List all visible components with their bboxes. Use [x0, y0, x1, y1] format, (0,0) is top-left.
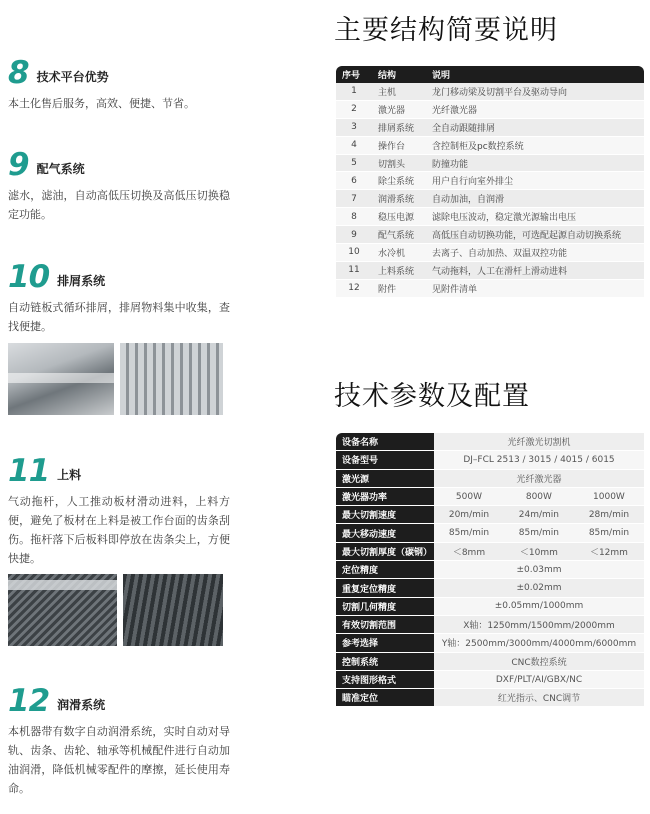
table-row [336, 190, 644, 208]
param-row [336, 597, 644, 615]
column-header: 结构 [372, 66, 426, 83]
param-value: X轴：1250mm/1500mm/2000mm [434, 615, 644, 633]
table-cell: 滤除电压波动，稳定激光源输出电压 [426, 208, 644, 226]
table-row [336, 172, 644, 190]
table-cell: 激光器 [372, 100, 426, 118]
param-value: 光纤激光器 [434, 469, 644, 487]
param-name: 激光器功率 [336, 487, 434, 505]
feature-8 [8, 54, 230, 113]
param-value: 红光指示、CNC调节 [434, 689, 644, 707]
table-row [336, 154, 644, 172]
table-cell: 8 [336, 208, 372, 226]
chip-conveyor-photo [8, 343, 114, 415]
param-name: 设备型号 [336, 451, 434, 469]
table-cell: 气动拖料，人工在滑杆上滑动进料 [426, 261, 644, 279]
param-value: 800W [504, 487, 574, 505]
table-row [336, 136, 644, 154]
param-row [336, 634, 644, 652]
param-value: 85m/min [504, 524, 574, 542]
table-cell: 配气系统 [372, 226, 426, 244]
params-section-title: 技术参数及配置 [334, 381, 530, 412]
table-cell: 防撞功能 [426, 154, 644, 172]
feature-description: 气动拖杆，人工推动板材滑动进料，上料方便，避免了板材在上料是被工作台面的齿条刮伤。拖杆落下后板料即停放在齿条尖上，方便快捷。 [8, 495, 230, 565]
param-row [336, 451, 644, 469]
loading-rack-photo [123, 574, 223, 646]
table-row [336, 244, 644, 262]
table-cell: 4 [336, 136, 372, 154]
param-value: CNC数控系统 [434, 652, 644, 670]
table-cell: 光纤激光器 [426, 100, 644, 118]
param-row [336, 670, 644, 688]
param-name: 设备名称 [336, 433, 434, 451]
table-row [336, 118, 644, 136]
structure-section-title: 主要结构简要说明 [334, 15, 558, 46]
param-name: 有效切割范围 [336, 615, 434, 633]
feature-title: 技术平台优势 [36, 70, 109, 84]
table-cell: 10 [336, 244, 372, 262]
param-name: 最大切割速度 [336, 506, 434, 524]
table-cell: 附件 [372, 279, 426, 297]
feature-10 [8, 258, 230, 336]
param-value: 24m/min [504, 506, 574, 524]
feature-number: 9 [8, 147, 29, 183]
table-cell: 自动加油，自润滑 [426, 190, 644, 208]
param-name: 最大切割厚度（碳钢） [336, 542, 434, 560]
feature-number: 8 [8, 55, 29, 91]
feature-12 [8, 682, 230, 798]
feature-description: 本土化售后服务，高效、便捷、节省。 [8, 97, 195, 110]
table-cell: 主机 [372, 83, 426, 100]
table-cell: 全自动跟随排屑 [426, 118, 644, 136]
param-row [336, 579, 644, 597]
feature-title: 配气系统 [36, 162, 85, 176]
param-value: 85m/min [574, 524, 644, 542]
param-row [336, 689, 644, 707]
table-cell: 排屑系统 [372, 118, 426, 136]
param-name: 切割几何精度 [336, 597, 434, 615]
param-value: ＜12mm [574, 542, 644, 560]
param-value: Y轴：2500mm/3000mm/4000mm/6000mm [434, 634, 644, 652]
table-cell: 5 [336, 154, 372, 172]
param-value: ±0.02mm [434, 579, 644, 597]
param-name: 控制系统 [336, 652, 434, 670]
table-row [336, 279, 644, 297]
param-name: 最大移动速度 [336, 524, 434, 542]
param-name: 重复定位精度 [336, 579, 434, 597]
param-name: 激光源 [336, 469, 434, 487]
param-name: 定位精度 [336, 561, 434, 579]
table-cell: 1 [336, 83, 372, 100]
table-cell: 操作台 [372, 136, 426, 154]
param-value: 85m/min [434, 524, 504, 542]
param-value: DJ–FCL 2513 / 3015 / 4015 / 6015 [434, 451, 644, 469]
param-row [336, 506, 644, 524]
param-value: ＜8mm [434, 542, 504, 560]
param-value: 光纤激光切割机 [434, 433, 644, 451]
param-row [336, 524, 644, 542]
table-cell: 水冷机 [372, 244, 426, 262]
table-row [336, 261, 644, 279]
table-cell: 去离子、自动加热、双温双控功能 [426, 244, 644, 262]
param-name: 参考选择 [336, 634, 434, 652]
table-cell: 除尘系统 [372, 172, 426, 190]
table-cell: 3 [336, 118, 372, 136]
table-header-row [336, 66, 644, 83]
param-value: ＜10mm [504, 542, 574, 560]
chip-conveyor-detail-photo [120, 343, 223, 415]
param-value: 1000W [574, 487, 644, 505]
param-row [336, 542, 644, 560]
table-cell: 9 [336, 226, 372, 244]
param-row [336, 561, 644, 579]
table-row [336, 100, 644, 118]
table-cell: 润滑系统 [372, 190, 426, 208]
table-cell: 上料系统 [372, 261, 426, 279]
param-value: ±0.03mm [434, 561, 644, 579]
table-cell: 2 [336, 100, 372, 118]
feature-description: 本机器带有数字自动润滑系统，实时自动对导轨、齿条、齿轮、轴承等机械配件进行自动加油润滑，降低机械零配件的摩擦，延长使用寿命。 [8, 725, 230, 795]
params-table [336, 433, 644, 707]
table-cell: 用户自行向室外排尘 [426, 172, 644, 190]
feature-number: 12 [8, 683, 50, 719]
feature-11 [8, 452, 230, 568]
table-cell: 含控制柜及pc数控系统 [426, 136, 644, 154]
param-value: 20m/min [434, 506, 504, 524]
feature-title: 润滑系统 [57, 698, 106, 712]
param-row [336, 652, 644, 670]
table-cell: 高低压自动切换功能，可选配起源自动切换系统 [426, 226, 644, 244]
param-row [336, 469, 644, 487]
table-row [336, 208, 644, 226]
feature-number: 11 [8, 453, 50, 489]
column-header: 说明 [426, 66, 644, 83]
loading-bed-photo [8, 574, 117, 646]
table-cell: 切割头 [372, 154, 426, 172]
param-row [336, 615, 644, 633]
param-name: 瞄准定位 [336, 689, 434, 707]
feature-title: 上料 [57, 468, 82, 482]
param-row [336, 487, 644, 505]
feature-9 [8, 146, 230, 224]
structure-table [336, 66, 644, 298]
table-cell: 6 [336, 172, 372, 190]
param-value: ±0.05mm/1000mm [434, 597, 644, 615]
table-cell: 稳压电源 [372, 208, 426, 226]
param-value: DXF/PLT/AI/GBX/NC [434, 670, 644, 688]
table-row [336, 226, 644, 244]
table-row [336, 83, 644, 100]
feature-description: 自动链板式循环排屑，排屑物料集中收集，查找便捷。 [8, 301, 230, 333]
table-cell: 12 [336, 279, 372, 297]
param-value: 28m/min [574, 506, 644, 524]
param-name: 支持图形格式 [336, 670, 434, 688]
feature-description: 滤水，滤油，自动高低压切换及高低压切换稳定功能。 [8, 189, 230, 221]
column-header: 序号 [336, 66, 372, 83]
table-cell: 龙门移动梁及切割平台及驱动导向 [426, 83, 644, 100]
param-value: 500W [434, 487, 504, 505]
table-cell: 11 [336, 261, 372, 279]
feature-title: 排屑系统 [57, 274, 106, 288]
param-row [336, 433, 644, 451]
table-cell: 7 [336, 190, 372, 208]
feature-number: 10 [8, 259, 50, 295]
table-cell: 见附件清单 [426, 279, 644, 297]
